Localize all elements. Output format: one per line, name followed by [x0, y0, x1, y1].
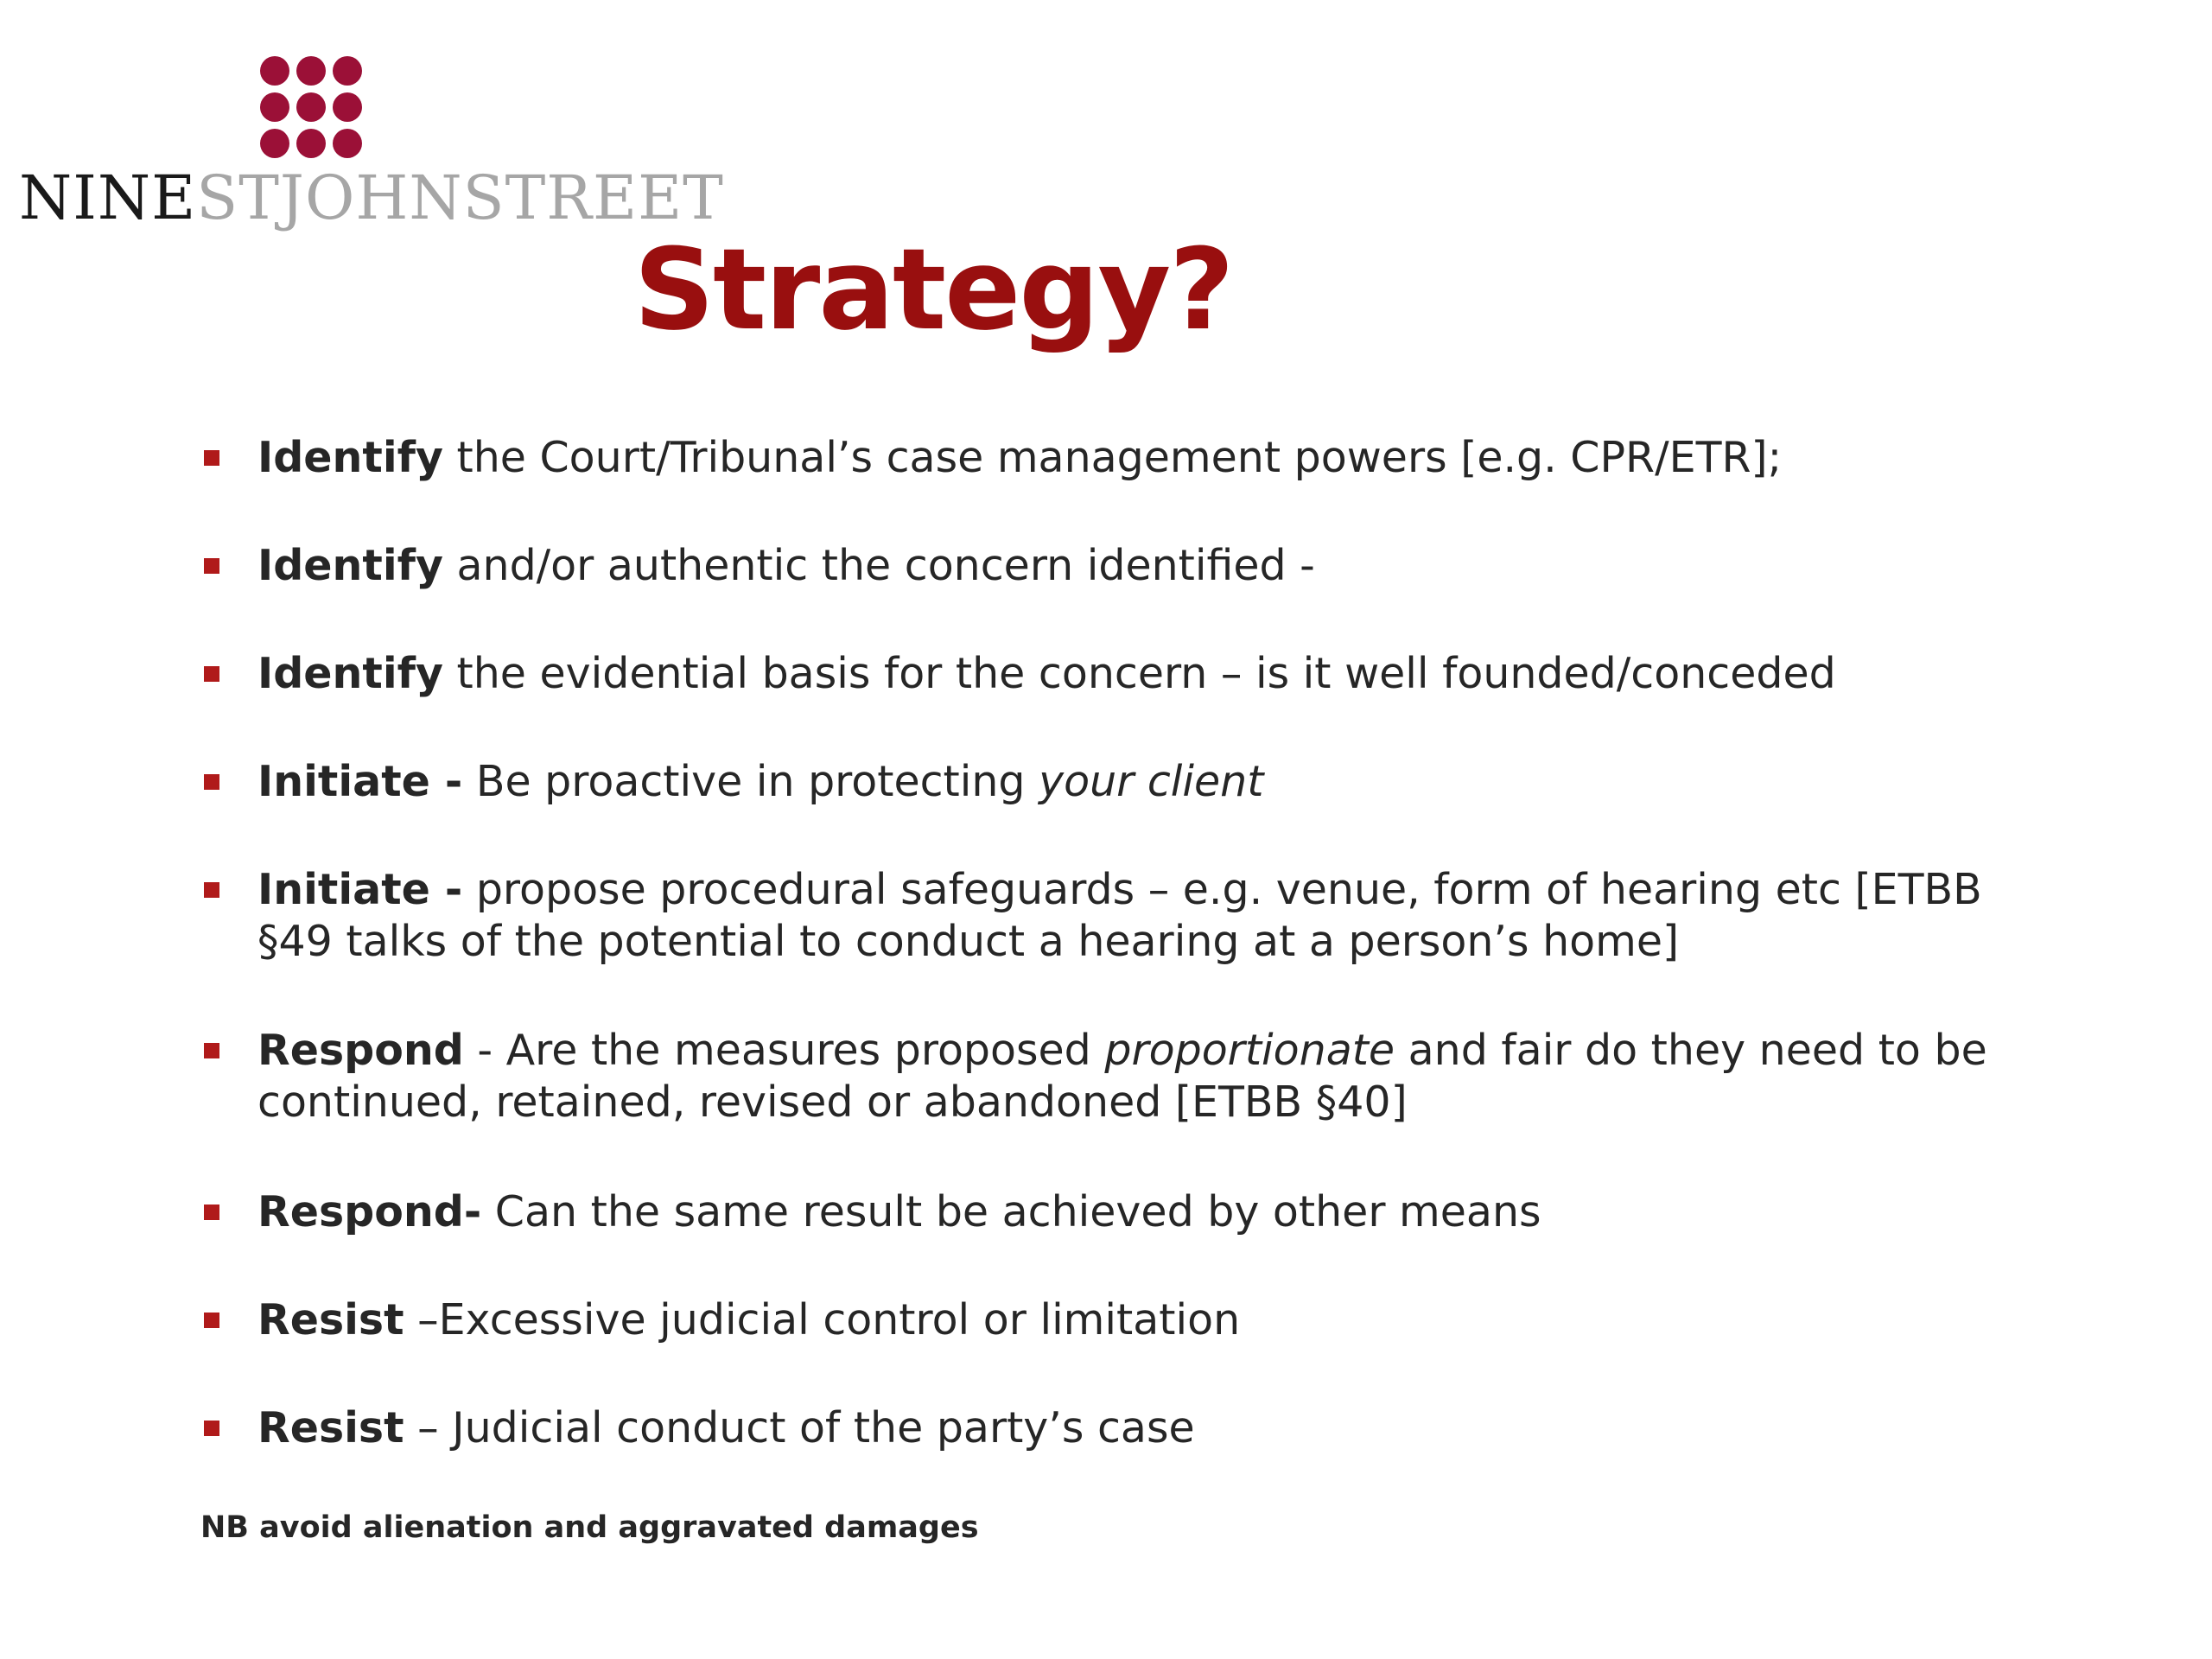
logo-dot: [333, 56, 362, 86]
logo-wordmark: [19, 162, 724, 233]
bullet-lead: Identify: [257, 541, 443, 590]
bullet-lead: Respond-: [257, 1187, 482, 1236]
bullet-body: –Excessive judicial control or limitation: [404, 1295, 1241, 1344]
bullet-body: Can the same result be achieved by other means: [481, 1187, 1541, 1236]
bullet-text: [257, 432, 2055, 484]
bullet-lead: Identify: [257, 649, 443, 698]
bullet-marker-icon: [204, 1313, 219, 1328]
bullet-marker-icon: [204, 1043, 219, 1058]
bullet-marker-icon: [204, 774, 219, 790]
bullet-lead: Initiate -: [257, 865, 463, 914]
chambers-logo: [19, 54, 724, 235]
bullet-body: the evidential basis for the concern – is it well founded/conceded: [442, 649, 1836, 698]
bullet-lead: Respond: [257, 1026, 464, 1075]
bullet-body: Be proactive in protecting: [462, 757, 1039, 806]
page-title: Strategy?: [633, 224, 1233, 355]
bullet-body-continued: and fair do they need to be continued, retained, revised or abandoned [ETBB §40]: [257, 1026, 1987, 1127]
bullet-marker-icon: [204, 882, 219, 898]
bullet-marker-icon: [204, 1205, 219, 1220]
bullet-body: - Are the measures proposed: [463, 1026, 1105, 1075]
logo-dot: [333, 92, 362, 122]
logo-dot: [333, 129, 362, 158]
logo-dot: [296, 56, 326, 86]
bullet-lead: Identify: [257, 433, 443, 482]
bullet-marker-icon: [204, 1421, 219, 1436]
bullet-text: [257, 540, 2055, 592]
bullet-emphasis: proportionate: [1104, 1026, 1395, 1075]
bullet-lead: Resist: [257, 1295, 404, 1344]
logo-dot: [260, 129, 289, 158]
bullet-text: [257, 1186, 2055, 1238]
bullet-text: [257, 756, 2055, 808]
bullet-emphasis: your client: [1039, 757, 1264, 806]
bullet-text: [257, 864, 2055, 968]
bullet-lead: Initiate -: [257, 757, 463, 806]
bullet-text: [257, 1402, 2055, 1454]
bullet-body: – Judicial conduct of the party’s case: [404, 1403, 1195, 1452]
logo-dots-icon: [257, 54, 378, 161]
bullet-marker-icon: [204, 666, 219, 682]
bullet-text: [257, 1294, 2055, 1346]
bullet-text: [257, 648, 2055, 700]
bullet-body: and/or authentic the concern identified -: [442, 541, 1315, 590]
logo-dot: [260, 92, 289, 122]
footnote: NB avoid alienation and aggravated damages: [200, 1510, 979, 1545]
logo-word-nine: NINE: [19, 162, 197, 233]
bullet-marker-icon: [204, 450, 219, 466]
bullet-body: propose procedural safeguards – e.g. venue, form of hearing etc [ETBB §49 talks of the potential to conduct a hearing at a person’s home]: [257, 865, 1982, 966]
logo-dot: [296, 92, 326, 122]
logo-dot: [260, 56, 289, 86]
bullet-marker-icon: [204, 558, 219, 574]
logo-word-stjohnstreet: STJOHNSTREET: [196, 162, 724, 233]
logo-dot: [296, 129, 326, 158]
bullet-lead: Resist: [257, 1403, 404, 1452]
bullet-text: [257, 1025, 2055, 1128]
bullet-body: the Court/Tribunal’s case management powers [e.g. CPR/ETR];: [442, 433, 1783, 482]
